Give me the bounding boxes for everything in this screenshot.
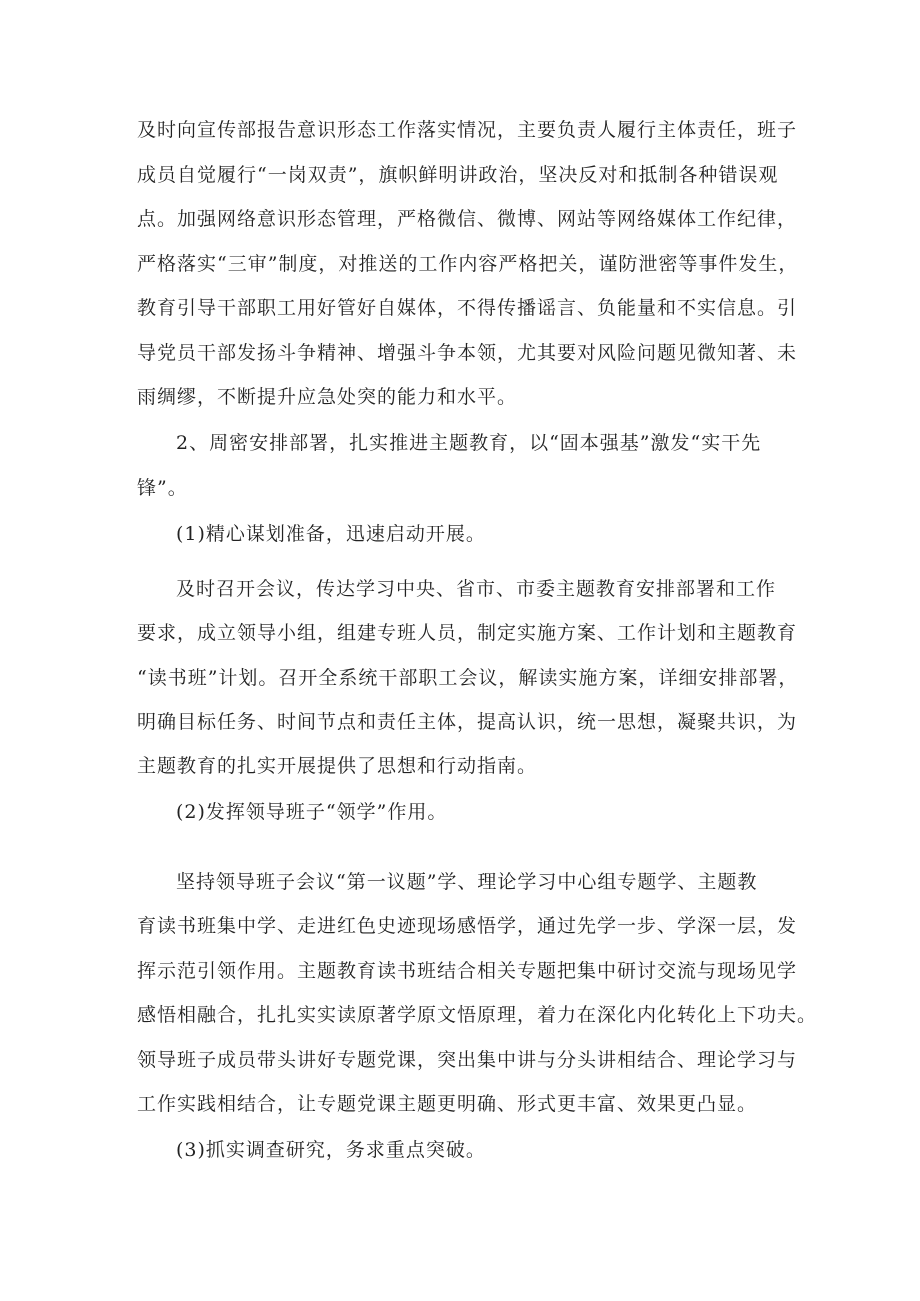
paragraph-line: 严格落实“三审”制度，对推送的工作内容严格把关，谨防泄密等事件发生， <box>137 253 799 275</box>
paragraph-line: “读书班”计划。召开全系统干部职工会议，解读实施方案，详细安排部署， <box>137 667 799 689</box>
paragraph-line: 要求，成立领导小组，组建专班人员，制定实施方案、工作计划和主题教育 <box>137 622 798 644</box>
subsection-heading: (3)抓实调查研究，务求重点突破。 <box>176 1139 486 1161</box>
paragraph-line: 主题教育的扎实开展提供了思想和行动指南。 <box>137 755 538 777</box>
paragraph-line: 领导班子成员带头讲好专题党课，突出集中讲与分头讲相结合、理论学习与 <box>137 1049 798 1071</box>
paragraph-line: 育读书班集中学、走进红色史迹现场感悟学，通过先学一步、学深一层，发 <box>137 915 798 937</box>
paragraph-line: 成员自觉履行“一岗双责”，旗帜鲜明讲政治，坚决反对和抵制各种错误观 <box>137 164 779 186</box>
section-heading: 2、周密安排部署，扎实推进主题教育，以“固本强基”激发“实干先 <box>176 432 762 454</box>
paragraph-line: 教育引导干部职工用好管好自媒体，不得传播谣言、负能量和不实信息。引 <box>137 297 798 319</box>
subsection-heading: (1)精心谋划准备，迅速启动开展。 <box>176 523 486 545</box>
paragraph-line: 及时向宣传部报告意识形态工作落实情况，主要负责人履行主体责任，班子 <box>137 119 798 141</box>
paragraph-line: 坚持领导班子会议“第一议题”学、理论学习中心组专题学、主题教 <box>176 871 758 893</box>
paragraph-line: 导党员干部发扬斗争精神、增强斗争本领，尤其要对风险问题见微知著、未 <box>137 342 798 364</box>
paragraph-line: 雨绸缪，不断提升应急处突的能力和水平。 <box>137 386 518 408</box>
paragraph-line: 点。加强网络意识形态管理，严格微信、微博、网站等网络媒体工作纪律， <box>137 208 798 230</box>
paragraph-line: 挥示范引领作用。主题教育读书班结合相关专题把集中研讨交流与现场见学 <box>137 960 798 982</box>
paragraph-line: 及时召开会议，传达学习中央、省市、市委主题教育安排部署和工作 <box>176 578 777 600</box>
section-heading-continuation: 锋”。 <box>137 477 188 499</box>
paragraph-line: 感悟相融合，扎扎实实读原著学原文悟原理，着力在深化内化转化上下功夫。 <box>137 1004 818 1026</box>
paragraph-line: 工作实践相结合，让专题党课主题更明确、形式更丰富、效果更凸显。 <box>137 1093 758 1115</box>
paragraph-line: 明确目标任务、时间节点和责任主体，提高认识，统一思想，凝聚共识，为 <box>137 711 798 733</box>
subsection-heading: (2)发挥领导班子“领学”作用。 <box>176 801 448 823</box>
